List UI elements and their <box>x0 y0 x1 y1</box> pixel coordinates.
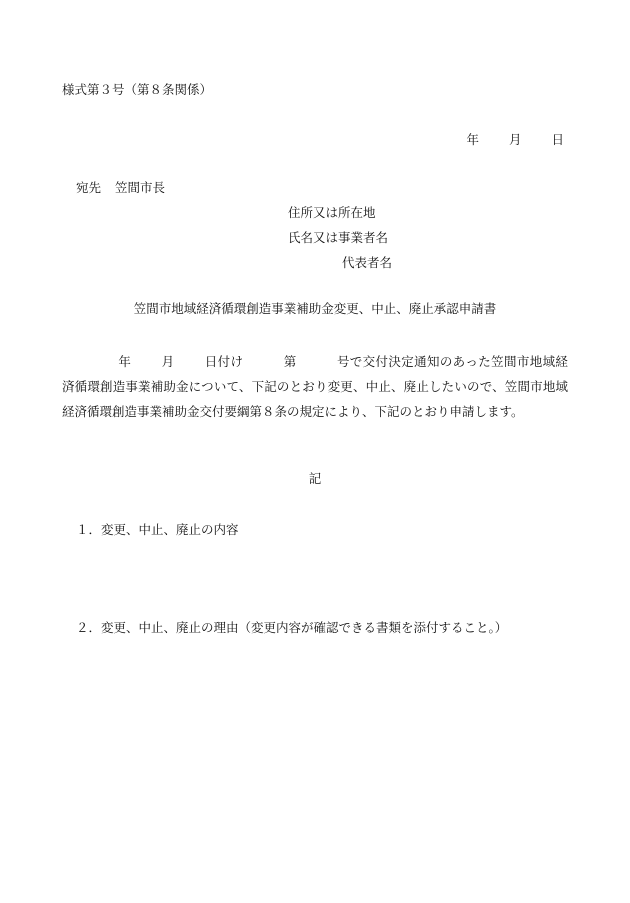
applicant-name-label: 氏名又は事業者名 <box>288 230 389 245</box>
body-paragraph <box>62 349 568 424</box>
addressee <box>76 182 165 195</box>
applicant-address-label: 住所又は所在地 <box>288 205 376 220</box>
body-continuation: 号で交付決定通知のあった笠間市地域経済循環創造事業補助金について、下記のとおり変更、中止、廃止したいので、笠間市地域経済循環創造事業補助金交付要綱第８条の規定により、下記のとおり申請します。 <box>62 354 568 419</box>
item-change-content: １．変更、中止、廃止の内容 <box>76 522 239 537</box>
body-year-label: 年 <box>118 354 132 369</box>
date-line <box>466 134 564 147</box>
addressee-prefix: 宛先 <box>76 180 102 195</box>
ki-heading: 記 <box>308 471 322 486</box>
document-title: 笠間市地域経済循環創造事業補助金変更、中止、廃止承認申請書 <box>133 301 497 316</box>
addressee-name: 笠間市長 <box>115 180 166 195</box>
date-year-label: 年 <box>466 132 479 147</box>
date-day-label: 日 <box>551 132 564 147</box>
body-dated-label: 日付け <box>204 354 244 369</box>
applicant-representative-label: 代表者名 <box>342 255 393 270</box>
date-month-label: 月 <box>508 132 522 147</box>
form-number: 様式第３号（第８条関係） <box>62 82 213 97</box>
item-change-reason: ２．変更、中止、廃止の理由（変更内容が確認できる書類を添付すること。） <box>76 620 508 635</box>
body-month-label: 月 <box>161 354 175 369</box>
body-number-prefix: 第 <box>283 354 297 369</box>
